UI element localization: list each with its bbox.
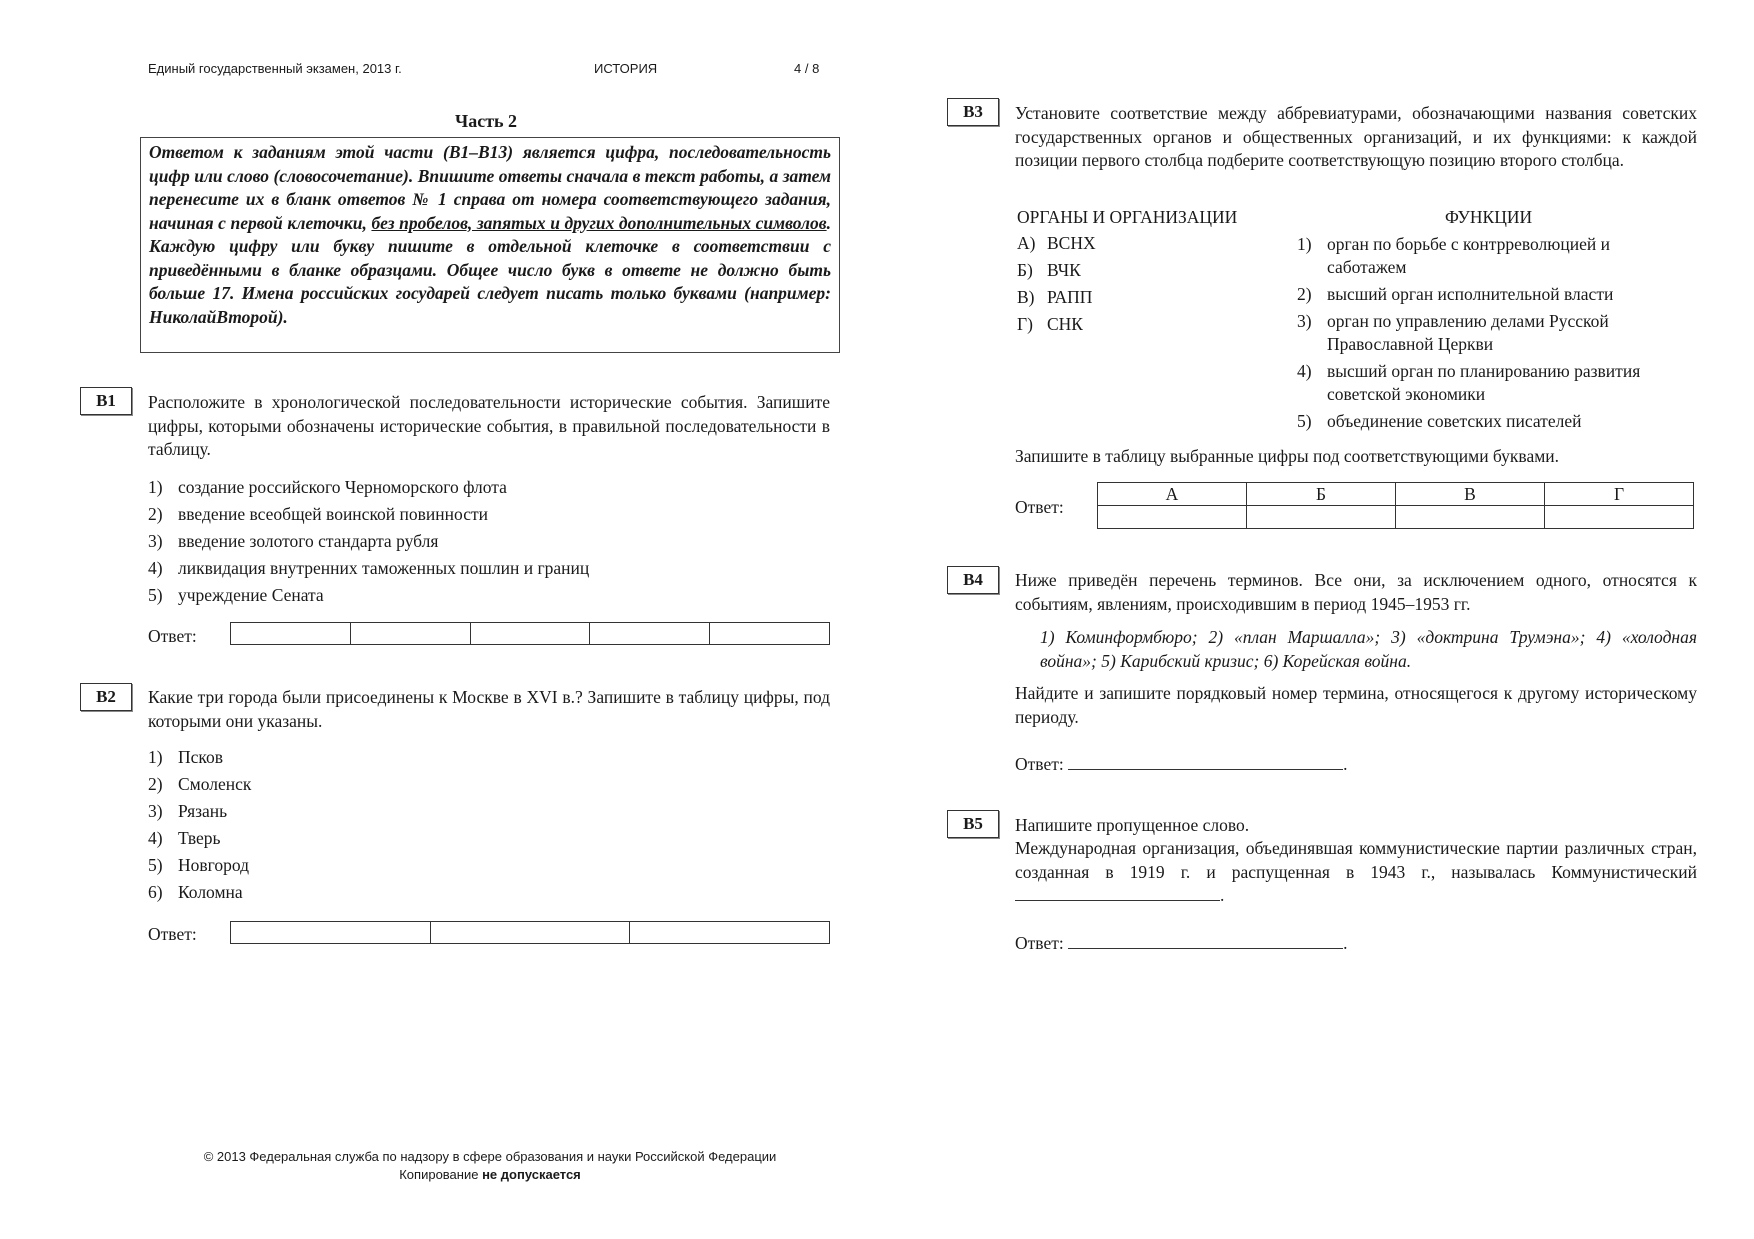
answer-cell[interactable] [471,623,591,644]
b5-answer-row: Ответ: . [1015,933,1348,953]
list-item: Б) ВЧК [1017,260,1081,280]
footer [140,1148,840,1184]
list-item: 3) введение золотого стандарта рубля [148,531,439,551]
list-item: 1) Псков [148,747,224,767]
answer-cell[interactable] [231,623,351,644]
b3-col2-header: ФУНКЦИИ [1445,207,1533,227]
answer-cell[interactable] [1098,506,1247,529]
b4-answer-row: Ответ: . [1015,754,1348,774]
instructions-underlined: без пробелов, запятых и других дополнительных символов [371,212,827,233]
question-number-b2: B2 [80,683,132,711]
table-header-cell: В [1396,483,1545,506]
b4-question-prompt: Найдите и запишите порядковый номер термина, относящегося к другому историческому периоду. [1015,683,1697,727]
list-item: 4) ликвидация внутренних таможенных пошлин и границ [148,558,590,578]
answer-cell[interactable] [1247,506,1396,529]
question-number-b3: B3 [947,98,999,126]
b1-answer-label: Ответ: [148,626,197,646]
list-item: 2) введение всеобщей воинской повинности [148,504,488,524]
list-item: 2) Смоленск [148,774,252,794]
b3-functions-list [1297,233,1697,433]
footer-copy-notice: Копирование не допускается [399,1167,581,1182]
instructions-box [140,137,840,353]
list-item: 1) орган по борьбе с контрреволюцией и саботажем [1297,234,1610,277]
answer-cell[interactable] [231,922,431,943]
question-number-b1: B1 [80,387,132,415]
b5-answer-line[interactable] [1068,948,1343,949]
table-header-cell: Г [1545,483,1694,506]
list-item: 2) высший орган исполнительной власти [1297,284,1614,304]
b5-blank-line [1015,900,1220,901]
question-number-b5: B5 [947,810,999,838]
part-title: Часть 2 [455,111,518,131]
list-item: 5) объединение советских писателей [1297,411,1582,431]
footer-copyright: © 2013 Федеральная служба по надзору в сфере образования и науки Российской Федерации [203,1149,777,1164]
b4-answer-line[interactable] [1068,769,1343,770]
b3-organs-list [1017,230,1096,338]
answer-cell[interactable] [431,922,631,943]
instructions-text-end: . Каждую цифру или букву пишите в отдельной клеточке в соответствии с приведёнными в бланке образцами. Общее число букв в ответе не должно быть больше 17. Имена российских государей следует писать только буквами (например: НиколайВторой). [149,212,831,327]
b5-question-text: Международная организация, объединявшая коммунистические партии различных стран, созданная в 1919 г. и распущенная в 1943 г., называлась Коммунистический . [1015,838,1697,905]
table-header-cell: А [1098,483,1247,506]
b3-answer-label: Ответ: [1015,497,1064,517]
subject-title: ИСТОРИЯ [594,61,658,76]
question-number-b4: B4 [947,566,999,594]
b3-question-text: Установите соответствие между аббревиатурами, обозначающими названия советских государственных органов и общественных организаций, и их функциями: к каждой позиции первого столбца подберите соответствующую позицию второго столбца. [1015,103,1697,170]
b5-answer-label: Ответ: [1015,933,1064,953]
answer-cell[interactable] [1545,506,1694,529]
b2-question-text: Какие три города были присоединены к Москве в XVI в.? Запишите в таблицу цифры, под которыми они указаны. [148,687,830,731]
page-number: 4 / 8 [794,61,820,76]
b4-question-text: Ниже приведён перечень терминов. Все они, за исключением одного, относятся к событиям, явлениям, происходившим в период 1945–1953 гг. [1015,570,1697,614]
list-item: 1) создание российского Черноморского флота [148,477,507,497]
answer-cell[interactable] [1396,506,1545,529]
answer-cell[interactable] [351,623,471,644]
b1-question-text: Расположите в хронологической последовательности исторические события. Запишите цифры, которыми обозначены исторические события, в правильной последовательности в таблицу. [148,392,830,459]
list-item: 4) высший орган по планированию развития советской экономики [1297,361,1641,404]
b5-intro: Напишите пропущенное слово. [1015,815,1250,835]
b3-col1-header: ОРГАНЫ И ОРГАНИЗАЦИИ [1017,207,1238,227]
answer-cell[interactable] [710,623,829,644]
answer-cell[interactable] [630,922,829,943]
instructions-text: Ответом к заданиям этой части (В1–В13) является цифра, последовательность цифр или слово (словосочетание). Впишите ответы сначала в текст работы, а затем перенесите их в бланк ответов № 1 справа от номера соответствующего задания, начиная с первой клеточки, [149,142,831,233]
b2-answer-grid[interactable] [230,921,830,944]
b4-answer-label: Ответ: [1015,754,1064,774]
list-item: 5) учреждение Сената [148,585,324,605]
exam-header: Единый государственный экзамен, 2013 г. [148,61,402,76]
list-item: В) РАПП [1017,287,1093,307]
answer-cell[interactable] [590,623,710,644]
list-item: А) ВСНХ [1017,233,1096,253]
b3-answer-table[interactable] [1097,482,1694,529]
b1-answer-grid[interactable] [230,622,830,645]
table-header-cell: Б [1247,483,1396,506]
list-item: 4) Тверь [148,828,221,848]
b1-options-list [148,474,589,609]
list-item: Г) СНК [1017,314,1083,334]
b3-table-instruction: Запишите в таблицу выбранные цифры под соответствующими буквами. [1015,446,1560,466]
list-item: 3) Рязань [148,801,228,821]
b2-answer-label: Ответ: [148,924,197,944]
list-item: 5) Новгород [148,855,250,875]
list-item: 6) Коломна [148,882,243,902]
list-item: 3) орган по управлению делами Русской Православной Церкви [1297,311,1609,354]
b4-terms-list: 1) Коминформбюро; 2) «план Маршалла»; 3) «доктрина Трумэна»; 4) «холодная война»; 5) Карибский кризис; 6) Корейская война. [1040,627,1697,671]
b2-options-list [148,744,251,906]
